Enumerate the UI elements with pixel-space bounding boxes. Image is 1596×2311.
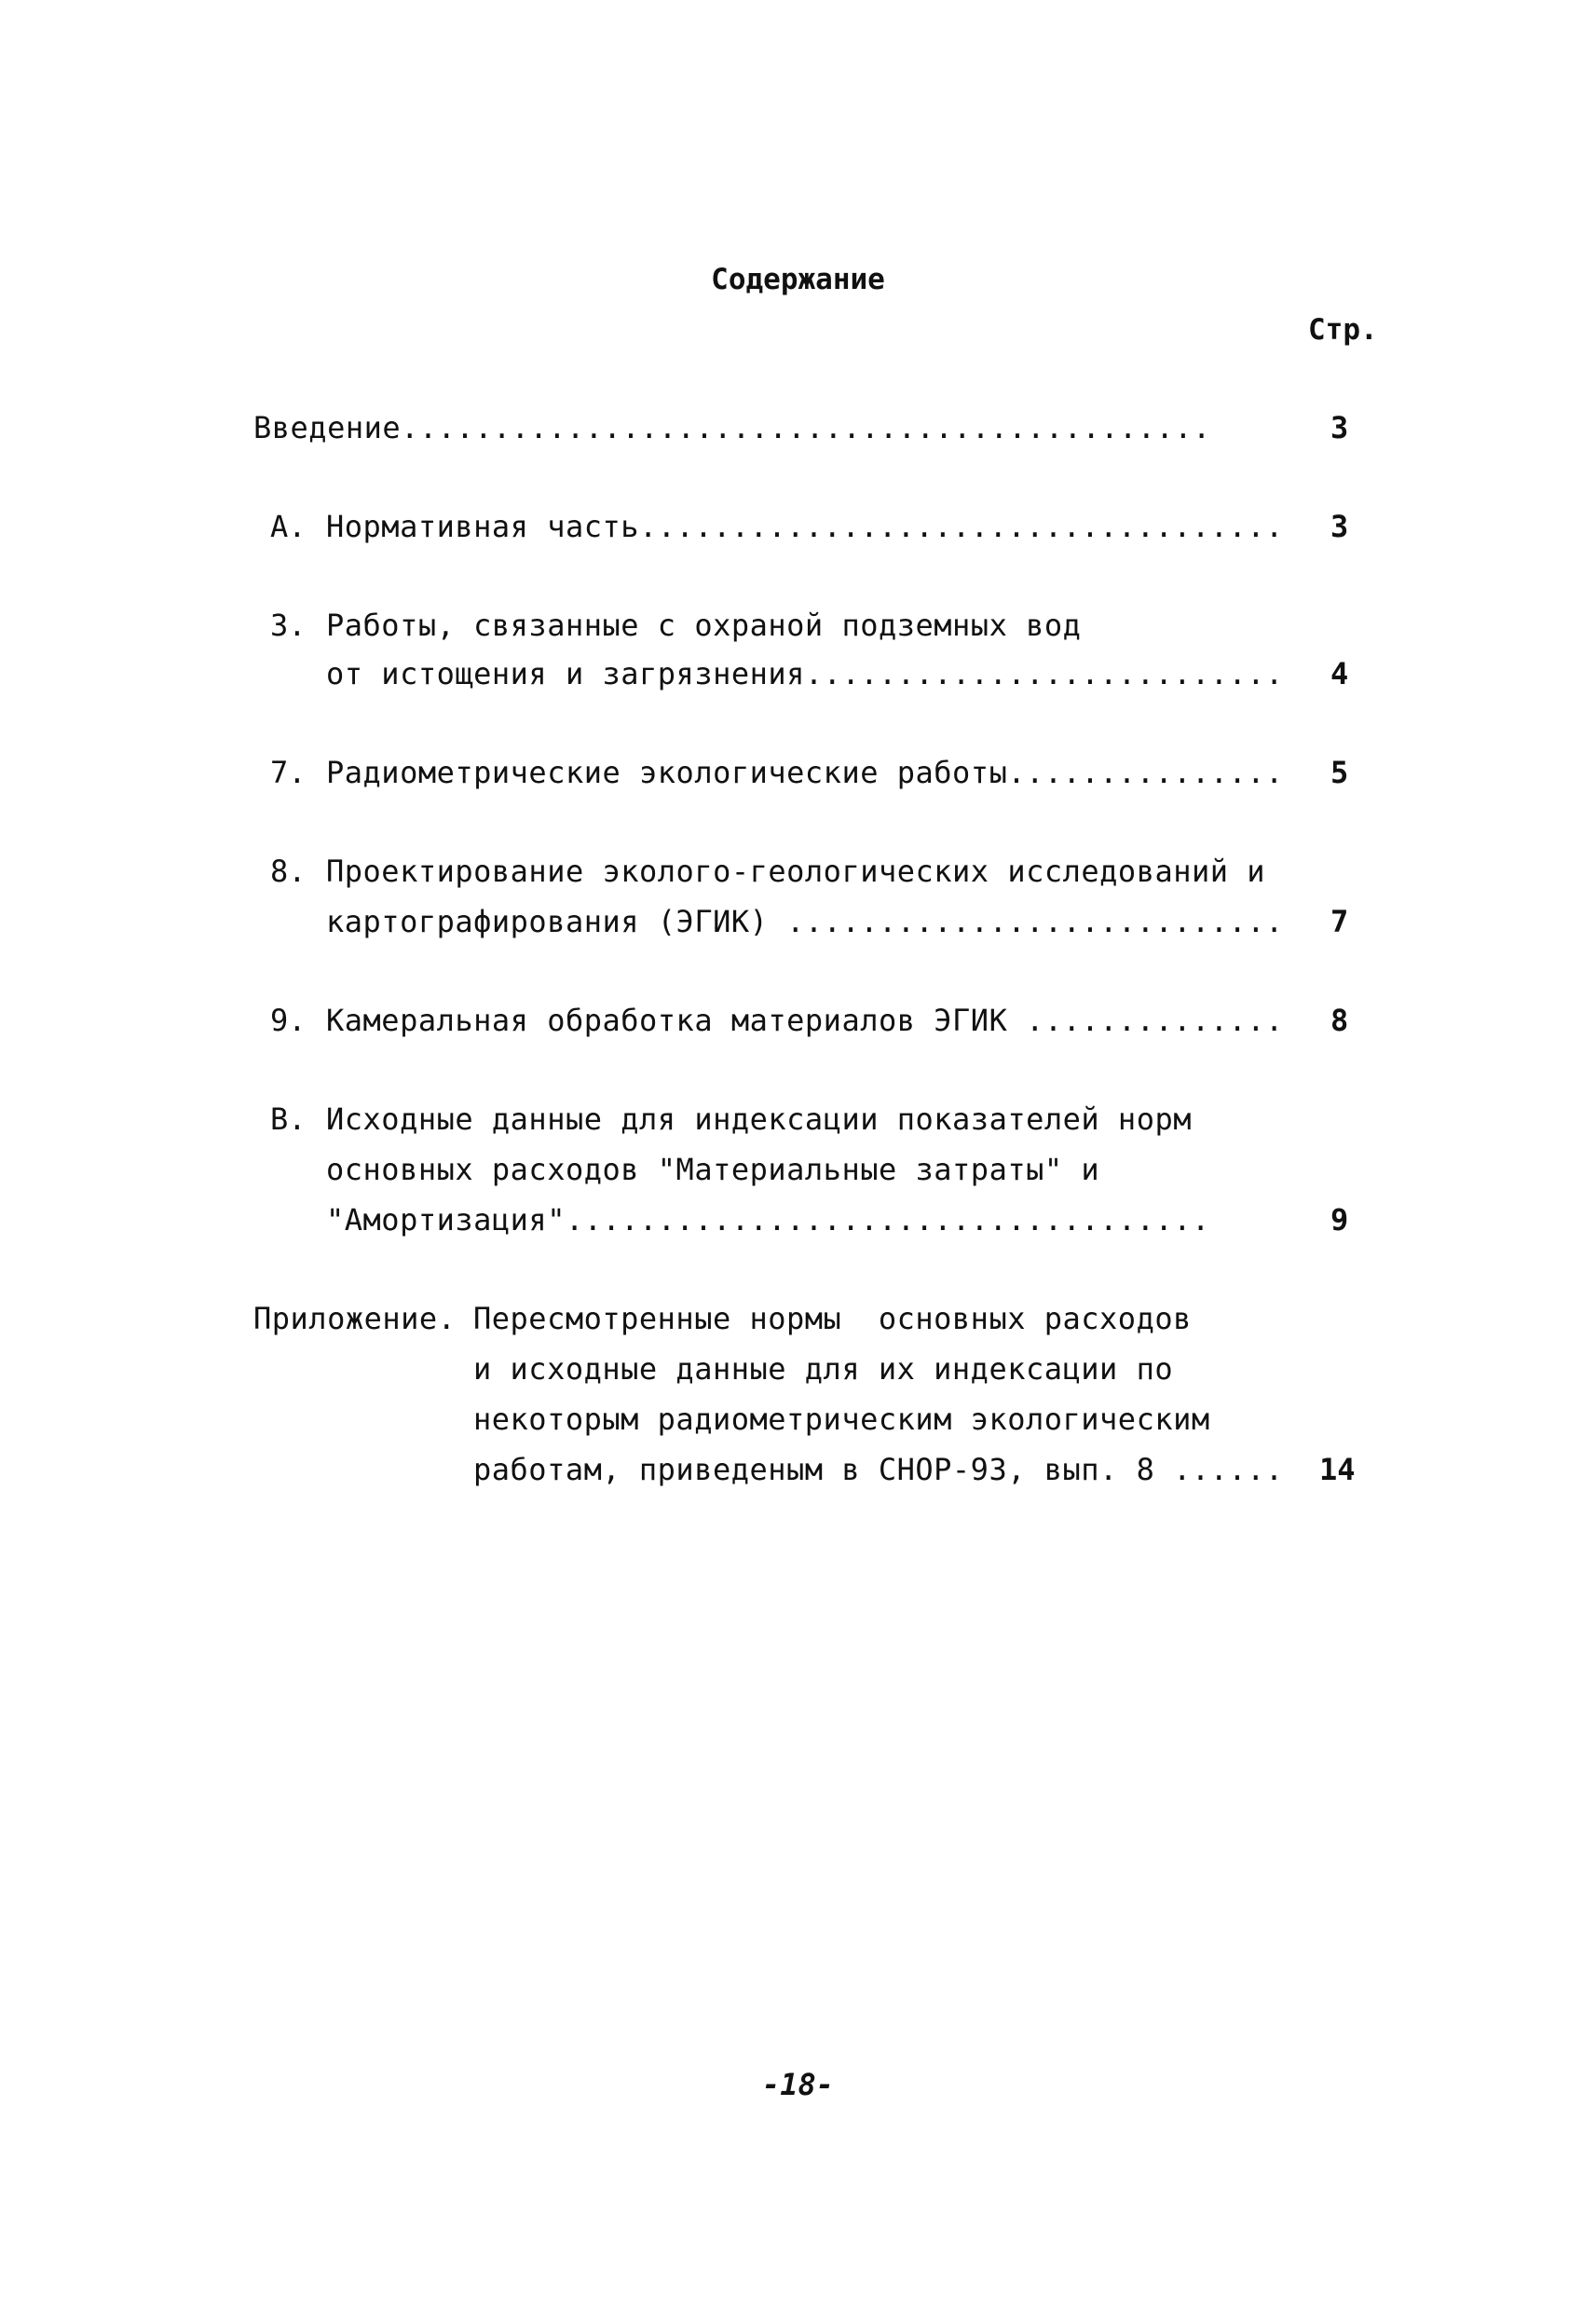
toc-entry-b-line3: "Амортизация"................................... (326, 1202, 1210, 1238)
toc-title: Содержание (711, 263, 885, 296)
toc-entry-3-line2: от истощения и загрязнения.......................... (326, 656, 1284, 691)
page-column-label: Стр. (1308, 313, 1378, 347)
toc-entry-8-line1: Проектирование эколого-геологических исследований и (326, 854, 1266, 889)
toc-entry-intro: Введение............................................ (253, 410, 1211, 445)
toc-num-a: А. (270, 509, 307, 544)
toc-appendix-label: Приложение. (253, 1301, 457, 1336)
toc-entry-b-line2: основных расходов "Материальные затраты" и (326, 1152, 1100, 1187)
toc-appendix-line4: работам, приведеным в СНОР-93, вып. 8 ...... (473, 1452, 1284, 1487)
toc-page-a: 3 (1330, 509, 1349, 544)
toc-page-intro: 3 (1330, 410, 1349, 445)
toc-page-9: 8 (1330, 1003, 1349, 1038)
toc-num-7: 7. (270, 755, 307, 790)
toc-entry-8-line2: картографирования (ЭГИК) ........................... (326, 904, 1284, 939)
toc-page-7: 5 (1330, 755, 1349, 790)
toc-entry-a: Нормативная часть................................... (326, 509, 1284, 544)
toc-entry-b-line1: Исходные данные для индексации показателей норм (326, 1101, 1192, 1137)
toc-entry-9: Камеральная обработка материалов ЭГИК .............. (326, 1003, 1284, 1038)
toc-num-b: В. (270, 1101, 307, 1137)
toc-page-b: 9 (1330, 1202, 1349, 1238)
toc-entry-7: Радиометрические экологические работы............... (326, 755, 1284, 790)
toc-num-3: 3. (270, 608, 307, 643)
toc-num-8: 8. (270, 854, 307, 889)
toc-appendix-line1: Пересмотренные нормы основных расходов (473, 1301, 1192, 1336)
toc-appendix-line2: и исходные данные для их индексации по (473, 1351, 1174, 1387)
toc-page-appendix: 14 (1319, 1452, 1356, 1487)
toc-page-3: 4 (1330, 656, 1349, 691)
page-number: -18- (761, 2067, 835, 2102)
toc-page-8: 7 (1330, 904, 1349, 939)
toc-entry-3-line1: Работы, связанные с охраной подземных вод (326, 608, 1082, 643)
toc-num-9: 9. (270, 1003, 307, 1038)
toc-appendix-line3: некоторым радиометрическим экологическим (473, 1402, 1210, 1437)
